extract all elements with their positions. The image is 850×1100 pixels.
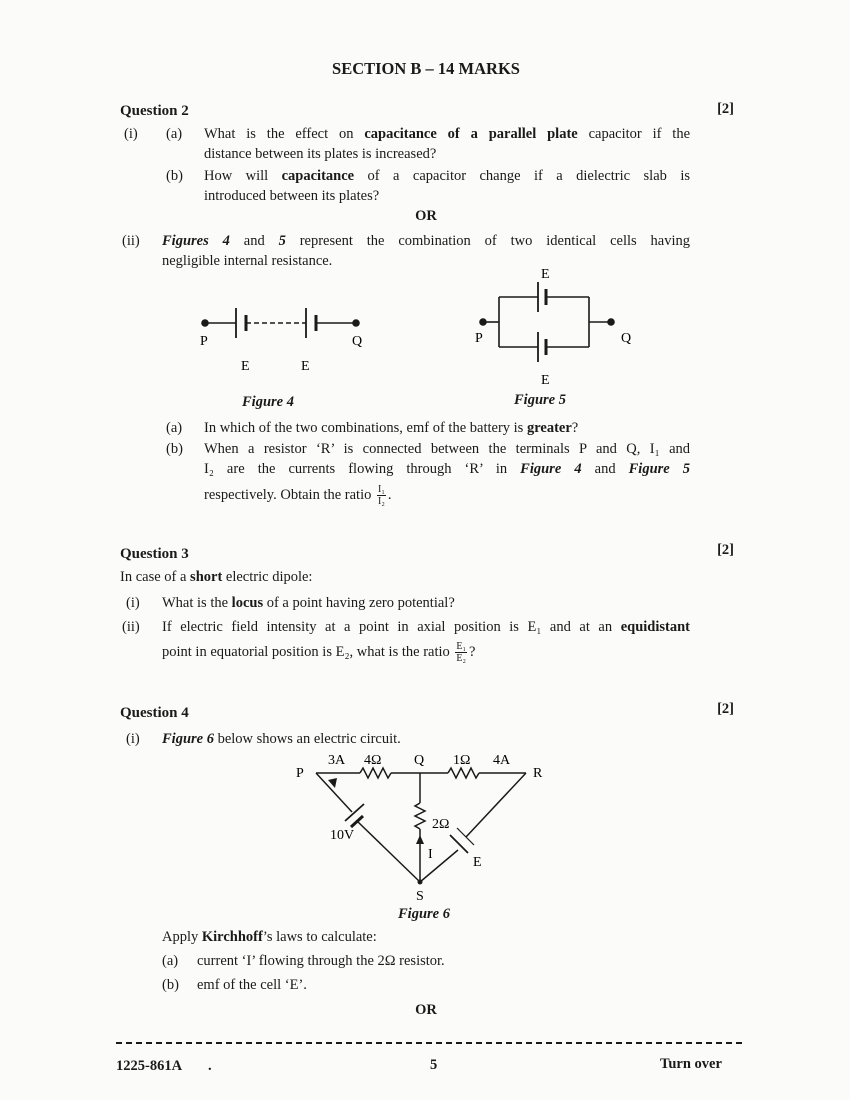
figure-5-caption: Figure 5: [514, 392, 566, 408]
fig6-current-qr: 4A: [493, 753, 511, 768]
q2-ii-fig2: 5: [278, 233, 286, 249]
q2-sub-b-line3: [204, 481, 391, 509]
footer-page-number: 5: [430, 1057, 438, 1073]
question-2-marks: [2]: [717, 101, 734, 117]
q3-i-label: (i): [126, 595, 140, 611]
fig5-e-top-label: E: [541, 267, 550, 282]
q3-i-post: of a point having zero potential?: [263, 595, 455, 611]
footer-dot: .: [208, 1058, 212, 1074]
section-title: SECTION B – 14 MARKS: [332, 59, 520, 78]
q3-ii-pre: If electric field intensity at a point in axial position is E₁ and at an: [162, 619, 621, 635]
q4-apply-text: [162, 927, 377, 947]
q2-b-line1: [204, 166, 690, 186]
q4-or: OR: [415, 1002, 437, 1018]
q3-ii-line2: [162, 638, 475, 666]
ratio-e1-e2: [455, 641, 467, 664]
q2-a-label: (a): [166, 126, 183, 142]
q2-sub-a-label: (a): [166, 420, 183, 436]
fig6-node-p: P: [296, 766, 304, 781]
figure-6-circuit: [290, 748, 560, 908]
ratio-i-num: I₁: [377, 484, 385, 496]
q2-sub-b-fig5: Figure 5: [628, 461, 691, 477]
q3-i-bold: locus: [231, 595, 264, 611]
fig4-p-label: P: [200, 334, 208, 349]
q2-ii-label: (ii): [122, 233, 140, 249]
fig6-node-r: R: [533, 766, 543, 781]
q4-i-text: [162, 729, 401, 749]
fig4-e1-label: E: [241, 359, 250, 374]
fig4-q-label: Q: [352, 334, 363, 349]
q2-sub-a-post: ?: [571, 420, 579, 436]
q2-sub-a-bold: greater: [526, 420, 572, 436]
fig6-node-q: Q: [414, 753, 425, 768]
q2-sub-b-line2: [204, 459, 690, 479]
q2-ii-line1: [162, 231, 690, 251]
fig6-node-s: S: [416, 889, 424, 904]
q4-a-text: current ‘I’ flowing through the 2Ω resistor.: [197, 953, 445, 969]
fig6-resistor-pq: 4Ω: [364, 753, 382, 768]
ratio-e-num: E₁: [456, 641, 466, 653]
q4-b-text: emf of the cell ‘E’.: [197, 977, 307, 993]
q2-ii-and: and: [229, 233, 279, 249]
q2-ii-fig: Figures 4: [162, 233, 230, 249]
q4-apply-post: ’s laws to calculate:: [262, 929, 377, 945]
q2-ii-line2: negligible internal resistance.: [162, 253, 333, 269]
q3-intro-post: electric dipole:: [222, 569, 313, 585]
q2-a-pre: What is the effect on: [204, 126, 365, 142]
q3-intro: [120, 567, 312, 587]
q4-a-label: (a): [162, 953, 179, 969]
figure-6-caption: Figure 6: [398, 906, 450, 922]
q4-apply-bold: Kirchhoff: [201, 929, 263, 945]
question-2-heading: Question 2: [120, 103, 189, 119]
q2-b-line2: introduced between its plates?: [204, 188, 380, 204]
q3-ii-bold: equidistant: [620, 619, 690, 635]
q2-i-label: (i): [124, 126, 138, 142]
q2-a-line1: [204, 124, 690, 144]
q2-sub-a-text: [204, 418, 578, 438]
q2-ii-post: represent the combination of two identical cells having: [285, 233, 690, 249]
q3-intro-pre: In case of a: [120, 569, 191, 585]
q3-intro-bold: short: [190, 569, 223, 585]
q2-b-bold: capacitance: [281, 168, 355, 184]
question-4-heading: Question 4: [120, 705, 189, 721]
q2-sub-b-mid: and: [581, 461, 629, 477]
q2-b-pre: How will: [204, 168, 282, 184]
ratio-i1-i2: [377, 484, 386, 507]
q2-or: OR: [415, 208, 437, 224]
q2-b-label: (b): [166, 168, 183, 184]
q2-sub-b-fig4: Figure 4: [520, 461, 582, 477]
q2-a-line2: distance between its plates is increased?: [204, 146, 437, 162]
q2-sub-b-label: (b): [166, 441, 183, 457]
q3-ii-label: (ii): [122, 619, 140, 635]
q3-i-text: [162, 593, 455, 613]
q4-apply-pre: Apply: [162, 929, 202, 945]
footer-rule: [116, 1042, 742, 1044]
q3-ii-line1: [162, 617, 690, 637]
ratio-i-den: I₂: [377, 496, 385, 508]
footer-code: 1225-861A: [116, 1058, 183, 1074]
q3-i-pre: What is the: [162, 595, 232, 611]
fig6-current-i: I: [428, 847, 433, 862]
q2-b-post: of a capacitor change if a dielectric slab is: [354, 168, 690, 184]
q4-b-label: (b): [162, 977, 179, 993]
q2-sub-a-pre: In which of the two combinations, emf of the battery is: [204, 420, 527, 436]
q4-i-label: (i): [126, 731, 140, 747]
q2-a-post: capacitor if the: [577, 126, 691, 142]
q3-ii-line2-text: point in equatorial position is E₂, what is the ratio: [162, 644, 450, 660]
q2-sub-b-line1: When a resistor ‘R’ is connected between the terminals P and Q, I₁ and: [204, 441, 690, 457]
figure-4-caption: Figure 4: [242, 394, 294, 410]
ratio-i-end: .: [387, 487, 392, 503]
fig6-current-pq: 3A: [328, 753, 346, 768]
figure-4-diagram: [190, 290, 380, 380]
fig5-q-label: Q: [621, 331, 632, 346]
q4-i-fig: Figure 6: [162, 731, 214, 747]
fig6-emf-e: E: [473, 855, 482, 870]
footer-turn-over: Turn over: [660, 1056, 722, 1072]
q2-sub-b-line2-pre: I₂ are the currents flowing through ‘R’ in: [204, 461, 521, 477]
question-4-marks: [2]: [717, 701, 734, 717]
ratio-e-den: E₂: [456, 653, 466, 665]
q2-a-bold: capacitance of a parallel plate: [364, 126, 578, 142]
fig5-e-bot-label: E: [541, 373, 550, 388]
q4-i-post: below shows an electric circuit.: [213, 731, 401, 747]
q2-sub-b-line3-text: respectively. Obtain the ratio: [204, 487, 372, 503]
figure-5-diagram: [465, 262, 645, 392]
fig5-p-label: P: [475, 331, 483, 346]
question-3-marks: [2]: [717, 542, 734, 558]
question-3-heading: Question 3: [120, 546, 189, 562]
fig6-resistor-qs: 2Ω: [432, 817, 450, 832]
fig4-e2-label: E: [301, 359, 310, 374]
ratio-e-end: ?: [469, 644, 476, 660]
fig6-emf-10v: 10V: [330, 828, 355, 843]
fig6-resistor-qr: 1Ω: [453, 753, 471, 768]
